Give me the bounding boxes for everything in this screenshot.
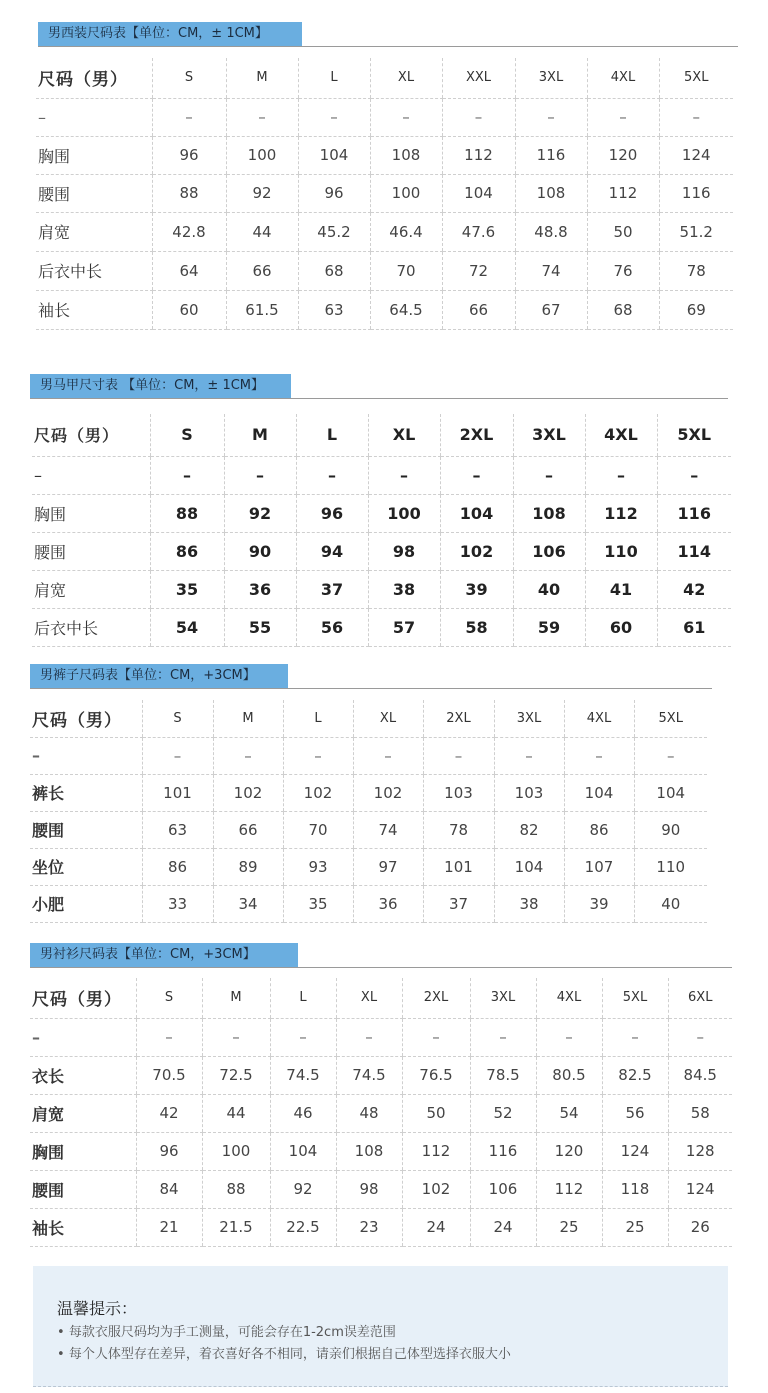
pants-size-table	[30, 700, 707, 923]
suit-size-table	[36, 58, 733, 330]
table-cell: 104	[634, 774, 707, 811]
table-cell: 38	[494, 885, 564, 922]
table-row	[36, 174, 733, 212]
table-cell: –	[585, 456, 657, 494]
table-cell: 67	[515, 290, 587, 329]
table-cell: –	[283, 737, 353, 774]
table-cell: 104	[440, 494, 513, 532]
table-cell: 66	[226, 251, 298, 290]
table-cell: 68	[587, 290, 659, 329]
table-cell: –	[536, 1018, 602, 1056]
table-cell: 48	[336, 1094, 402, 1132]
table-cell: 112	[585, 494, 657, 532]
table-row	[30, 774, 707, 811]
table-cell: 66	[213, 811, 283, 848]
table-cell: 124	[659, 136, 733, 174]
table-cell: –	[513, 456, 585, 494]
size-header-cell: 3XL	[515, 58, 587, 98]
table-cell: –	[587, 98, 659, 136]
table-row	[36, 251, 733, 290]
table-cell: 59	[513, 608, 585, 646]
table-cell: 60	[152, 290, 226, 329]
table-cell: 66	[442, 290, 515, 329]
size-header-cell: 2XL	[423, 700, 494, 737]
table-cell: 42.8	[152, 212, 226, 251]
table-cell: 51.2	[659, 212, 733, 251]
size-column-header: 尺码（男）	[32, 414, 150, 456]
table-cell: 89	[213, 848, 283, 885]
table-cell: –	[226, 98, 298, 136]
table-cell: –	[659, 98, 733, 136]
table-cell: –	[152, 98, 226, 136]
table-cell: 103	[423, 774, 494, 811]
table-cell: 54	[150, 608, 224, 646]
table-cell: 35	[150, 570, 224, 608]
size-header-cell: S	[150, 414, 224, 456]
table-cell: 56	[296, 608, 368, 646]
table-cell: 108	[370, 136, 442, 174]
size-header-cell: XL	[370, 58, 442, 98]
table-cell: 72	[442, 251, 515, 290]
table-cell: 64	[152, 251, 226, 290]
measure-label: 肩宽	[32, 570, 150, 608]
table-cell: 90	[224, 532, 296, 570]
table-cell: 25	[536, 1208, 602, 1246]
table-cell: 112	[587, 174, 659, 212]
table-cell: 98	[368, 532, 440, 570]
table-row	[36, 290, 733, 329]
table-cell: 100	[368, 494, 440, 532]
table-cell: 116	[659, 174, 733, 212]
table-cell: –	[602, 1018, 668, 1056]
table-cell: 47.6	[442, 212, 515, 251]
table-cell: 94	[296, 532, 368, 570]
table-cell: 82	[494, 811, 564, 848]
table-cell: 24	[402, 1208, 470, 1246]
table-cell: 108	[336, 1132, 402, 1170]
tip-item: • 每款衣服尺码均为手工测量，可能会存在1-2cm误差范围	[57, 1322, 511, 1344]
table-cell: 104	[494, 848, 564, 885]
size-header-cell: 3XL	[513, 414, 585, 456]
measure-label: 腰围	[30, 1170, 136, 1208]
measure-label: 袖长	[36, 290, 152, 329]
table-row	[30, 811, 707, 848]
measure-label: 坐位	[30, 848, 142, 885]
shirt-size-table	[30, 978, 732, 1247]
size-header-cell: S	[152, 58, 226, 98]
table-cell: 108	[515, 174, 587, 212]
table-cell: –	[298, 98, 370, 136]
table-cell: 82.5	[602, 1056, 668, 1094]
table-cell: 104	[270, 1132, 336, 1170]
table-cell: –	[668, 1018, 732, 1056]
table-cell: 100	[202, 1132, 270, 1170]
table-cell: 84	[136, 1170, 202, 1208]
table-cell: 40	[634, 885, 707, 922]
size-header-cell: 4XL	[587, 58, 659, 98]
table-cell: 96	[298, 174, 370, 212]
table-cell: 104	[442, 174, 515, 212]
table-row	[36, 98, 733, 136]
table-cell: –	[224, 456, 296, 494]
table-cell: 70	[370, 251, 442, 290]
table-cell: 114	[657, 532, 731, 570]
table-cell: 86	[564, 811, 634, 848]
table-row	[30, 1208, 732, 1246]
table-cell: 84.5	[668, 1056, 732, 1094]
table-cell: 100	[226, 136, 298, 174]
table-cell: –	[142, 737, 213, 774]
table-cell: –	[634, 737, 707, 774]
table-cell: 103	[494, 774, 564, 811]
table-cell: 56	[602, 1094, 668, 1132]
table-cell: 40	[513, 570, 585, 608]
table-cell: 57	[368, 608, 440, 646]
size-header-cell: S	[136, 978, 202, 1018]
table-cell: 112	[402, 1132, 470, 1170]
table-row	[32, 570, 731, 608]
measure-label: 裤长	[30, 774, 142, 811]
measure-label: 胸围	[30, 1132, 136, 1170]
table-cell: 42	[657, 570, 731, 608]
vest-size-table	[32, 414, 731, 647]
size-header-cell: M	[226, 58, 298, 98]
table-cell: 102	[213, 774, 283, 811]
table-cell: 112	[536, 1170, 602, 1208]
measure-label: 后衣中长	[32, 608, 150, 646]
table-cell: 58	[440, 608, 513, 646]
table-cell: 33	[142, 885, 213, 922]
size-header-cell: 5XL	[634, 700, 707, 737]
divider	[30, 398, 728, 399]
table-cell: 48.8	[515, 212, 587, 251]
size-header-cell: 3XL	[494, 700, 564, 737]
table-cell: 101	[142, 774, 213, 811]
measure-label: –	[30, 737, 142, 774]
table-cell: –	[270, 1018, 336, 1056]
table-cell: –	[442, 98, 515, 136]
measure-label: 小肥	[30, 885, 142, 922]
table-cell: 46	[270, 1094, 336, 1132]
suit-table-title: 男西装尺码表【单位：CM，± 1CM】	[38, 22, 302, 46]
table-cell: 124	[602, 1132, 668, 1170]
table-cell: 92	[224, 494, 296, 532]
table-row	[30, 1056, 732, 1094]
table-cell: 96	[152, 136, 226, 174]
measure-label: –	[32, 456, 150, 494]
size-header-cell: XXL	[442, 58, 515, 98]
table-cell: –	[402, 1018, 470, 1056]
table-cell: 44	[202, 1094, 270, 1132]
table-cell: 21	[136, 1208, 202, 1246]
table-cell: 26	[668, 1208, 732, 1246]
table-cell: 102	[440, 532, 513, 570]
measure-label: 后衣中长	[36, 251, 152, 290]
size-column-header: 尺码（男）	[36, 58, 152, 98]
table-cell: 24	[470, 1208, 536, 1246]
table-cell: 74	[515, 251, 587, 290]
table-cell: 60	[585, 608, 657, 646]
table-cell: 35	[283, 885, 353, 922]
table-cell: 88	[150, 494, 224, 532]
size-header-cell: 5XL	[657, 414, 731, 456]
size-header-cell: L	[298, 58, 370, 98]
table-cell: 64.5	[370, 290, 442, 329]
table-row	[32, 608, 731, 646]
table-header-row	[32, 414, 731, 456]
table-cell: 116	[657, 494, 731, 532]
table-cell: 80.5	[536, 1056, 602, 1094]
table-cell: 70	[283, 811, 353, 848]
table-cell: –	[336, 1018, 402, 1056]
measure-label: 腰围	[30, 811, 142, 848]
table-cell: 76	[587, 251, 659, 290]
table-cell: 102	[283, 774, 353, 811]
size-header-cell: M	[202, 978, 270, 1018]
table-cell: 36	[353, 885, 423, 922]
size-header-cell: M	[213, 700, 283, 737]
measure-label: 肩宽	[30, 1094, 136, 1132]
shirt-table-title: 男衬衫尺码表【单位：CM，+3CM】	[30, 943, 298, 967]
table-cell: 118	[602, 1170, 668, 1208]
table-cell: 107	[564, 848, 634, 885]
size-header-cell: 6XL	[668, 978, 732, 1018]
divider	[38, 46, 738, 47]
size-header-cell: M	[224, 414, 296, 456]
table-cell: –	[353, 737, 423, 774]
table-header-row	[36, 58, 733, 98]
size-header-cell: XL	[353, 700, 423, 737]
table-cell: 106	[513, 532, 585, 570]
table-header-row	[30, 700, 707, 737]
table-cell: 92	[270, 1170, 336, 1208]
table-cell: 106	[470, 1170, 536, 1208]
table-row	[30, 848, 707, 885]
table-row	[32, 532, 731, 570]
table-cell: 39	[564, 885, 634, 922]
table-cell: 34	[213, 885, 283, 922]
size-header-cell: S	[142, 700, 213, 737]
table-row	[30, 1170, 732, 1208]
table-cell: –	[296, 456, 368, 494]
table-cell: 25	[602, 1208, 668, 1246]
size-header-cell: 5XL	[602, 978, 668, 1018]
table-row	[30, 1018, 732, 1056]
measure-label: 腰围	[32, 532, 150, 570]
table-cell: 78.5	[470, 1056, 536, 1094]
divider	[30, 688, 712, 689]
size-header-cell: 4XL	[536, 978, 602, 1018]
table-cell: 76.5	[402, 1056, 470, 1094]
table-row	[36, 136, 733, 174]
size-header-cell: 3XL	[470, 978, 536, 1018]
size-header-cell: XL	[368, 414, 440, 456]
table-cell: 102	[353, 774, 423, 811]
table-cell: –	[423, 737, 494, 774]
table-row	[30, 1094, 732, 1132]
measure-label: 衣长	[30, 1056, 136, 1094]
size-header-cell: 4XL	[585, 414, 657, 456]
table-cell: 120	[536, 1132, 602, 1170]
table-cell: 88	[202, 1170, 270, 1208]
table-cell: –	[136, 1018, 202, 1056]
table-cell: 72.5	[202, 1056, 270, 1094]
table-cell: 38	[368, 570, 440, 608]
table-cell: 78	[423, 811, 494, 848]
table-cell: 74.5	[270, 1056, 336, 1094]
measure-label: 胸围	[36, 136, 152, 174]
size-header-cell: XL	[336, 978, 402, 1018]
table-cell: 112	[442, 136, 515, 174]
table-cell: 39	[440, 570, 513, 608]
table-cell: 97	[353, 848, 423, 885]
table-cell: 63	[142, 811, 213, 848]
table-cell: 124	[668, 1170, 732, 1208]
table-cell: 88	[152, 174, 226, 212]
table-cell: 52	[470, 1094, 536, 1132]
tip-list	[57, 1322, 511, 1366]
table-cell: 63	[298, 290, 370, 329]
table-cell: 23	[336, 1208, 402, 1246]
table-cell: 96	[296, 494, 368, 532]
table-cell: 58	[668, 1094, 732, 1132]
table-cell: 54	[536, 1094, 602, 1132]
table-row	[30, 737, 707, 774]
size-column-header: 尺码（男）	[30, 700, 142, 737]
table-cell: 120	[587, 136, 659, 174]
table-cell: –	[494, 737, 564, 774]
table-cell: 37	[423, 885, 494, 922]
table-cell: 116	[470, 1132, 536, 1170]
table-cell: –	[368, 456, 440, 494]
table-cell: 61.5	[226, 290, 298, 329]
size-header-cell: 2XL	[402, 978, 470, 1018]
table-cell: 55	[224, 608, 296, 646]
table-row	[30, 885, 707, 922]
table-cell: 50	[587, 212, 659, 251]
tip-title: 温馨提示：	[57, 1299, 138, 1318]
table-cell: –	[564, 737, 634, 774]
table-cell: 128	[668, 1132, 732, 1170]
table-cell: 70.5	[136, 1056, 202, 1094]
table-cell: 93	[283, 848, 353, 885]
measure-label: 肩宽	[36, 212, 152, 251]
table-cell: 36	[224, 570, 296, 608]
table-cell: 69	[659, 290, 733, 329]
measure-label: 腰围	[36, 174, 152, 212]
table-header-row	[30, 978, 732, 1018]
table-cell: 78	[659, 251, 733, 290]
divider	[30, 967, 732, 968]
measure-label: –	[36, 98, 152, 136]
table-cell: 42	[136, 1094, 202, 1132]
table-cell: 74	[353, 811, 423, 848]
size-column-header: 尺码（男）	[30, 978, 136, 1018]
table-cell: –	[440, 456, 513, 494]
table-cell: 86	[142, 848, 213, 885]
size-header-cell: L	[270, 978, 336, 1018]
table-cell: 50	[402, 1094, 470, 1132]
size-header-cell: 2XL	[440, 414, 513, 456]
table-cell: –	[202, 1018, 270, 1056]
table-cell: 90	[634, 811, 707, 848]
table-cell: 110	[634, 848, 707, 885]
table-cell: –	[657, 456, 731, 494]
table-cell: –	[150, 456, 224, 494]
table-cell: 68	[298, 251, 370, 290]
table-cell: 100	[370, 174, 442, 212]
measure-label: 胸围	[32, 494, 150, 532]
table-cell: –	[515, 98, 587, 136]
table-cell: 74.5	[336, 1056, 402, 1094]
table-cell: 41	[585, 570, 657, 608]
table-row	[30, 1132, 732, 1170]
table-cell: 102	[402, 1170, 470, 1208]
size-header-cell: 4XL	[564, 700, 634, 737]
table-cell: –	[470, 1018, 536, 1056]
measure-label: 袖长	[30, 1208, 136, 1246]
measure-label: –	[30, 1018, 136, 1056]
tip-item: • 每个人体型存在差异，着衣喜好各不相同，请亲们根据自己体型选择衣服大小	[57, 1344, 511, 1366]
table-cell: 61	[657, 608, 731, 646]
table-cell: 44	[226, 212, 298, 251]
vest-table-title: 男马甲尺寸表 【单位：CM，± 1CM】	[30, 374, 291, 398]
table-cell: 37	[296, 570, 368, 608]
size-header-cell: L	[296, 414, 368, 456]
pants-table-title: 男裤子尺码表【单位：CM，+3CM】	[30, 664, 288, 688]
table-cell: –	[370, 98, 442, 136]
table-row	[36, 212, 733, 251]
table-cell: 21.5	[202, 1208, 270, 1246]
table-cell: 46.4	[370, 212, 442, 251]
table-cell: 101	[423, 848, 494, 885]
table-cell: 86	[150, 532, 224, 570]
table-cell: 104	[564, 774, 634, 811]
table-cell: 104	[298, 136, 370, 174]
tip-box	[33, 1266, 728, 1387]
table-cell: 96	[136, 1132, 202, 1170]
table-row	[32, 456, 731, 494]
table-cell: 110	[585, 532, 657, 570]
table-cell: 116	[515, 136, 587, 174]
table-cell: 45.2	[298, 212, 370, 251]
table-cell: 98	[336, 1170, 402, 1208]
table-cell: 92	[226, 174, 298, 212]
table-row	[32, 494, 731, 532]
size-header-cell: L	[283, 700, 353, 737]
table-cell: 22.5	[270, 1208, 336, 1246]
size-header-cell: 5XL	[659, 58, 733, 98]
table-cell: –	[213, 737, 283, 774]
table-cell: 108	[513, 494, 585, 532]
